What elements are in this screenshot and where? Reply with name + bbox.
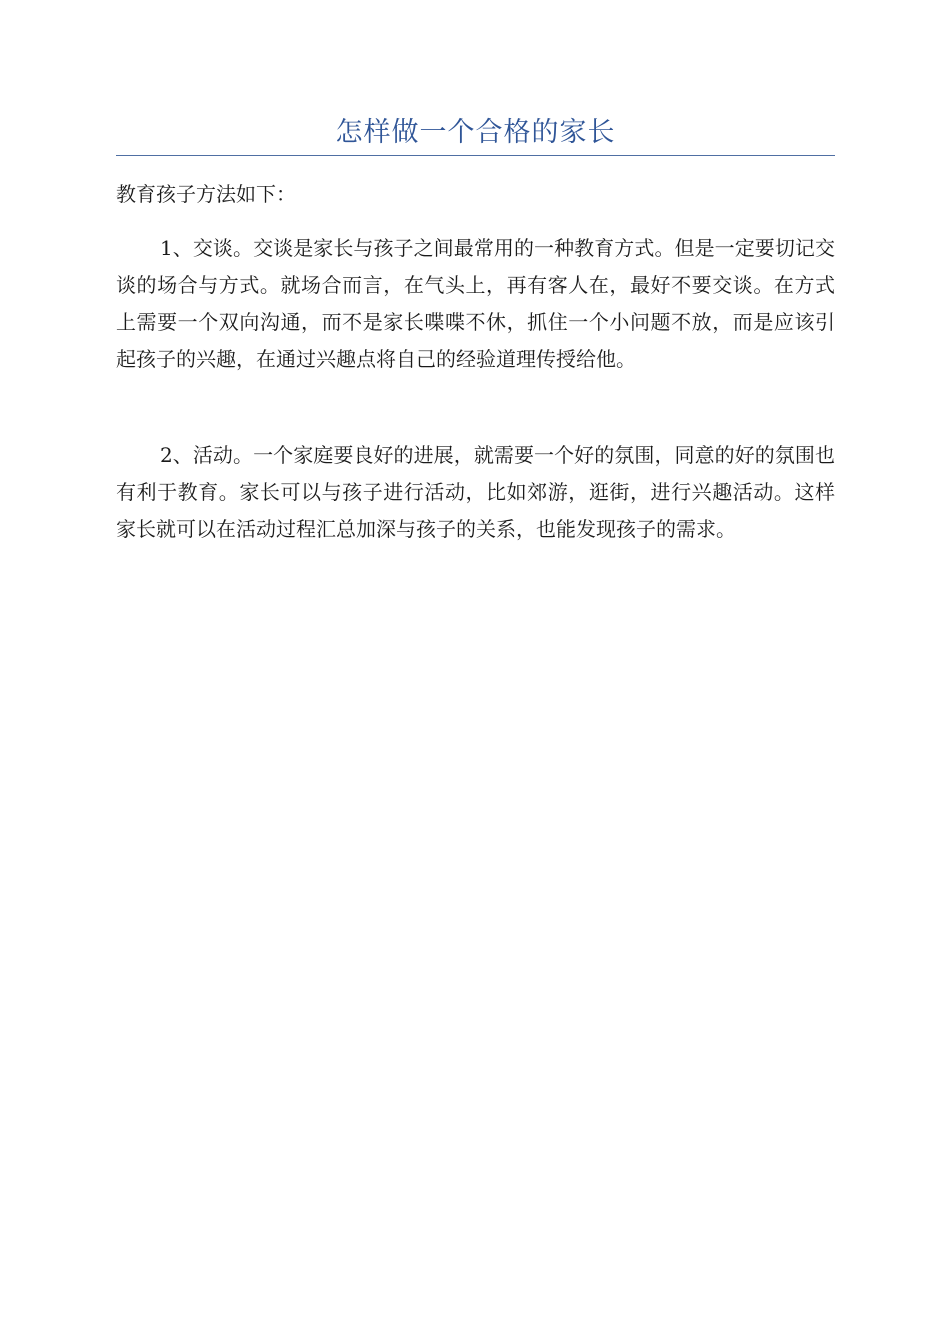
title-block: [116, 112, 835, 156]
intro-text: 教育孩子方法如下：: [116, 182, 296, 206]
paragraph-activity: 2、活动。一个家庭要良好的进展，就需要一个好的氛围，同意的好的氛围也有利于教育。家长可以与孩子进行活动，比如郊游，逛街，进行兴趣活动。这样家长就可以在活动过程汇总加深与孩子的关系，也能发现孩子的需求。: [116, 443, 835, 541]
paragraph-talk: 1、交谈。交谈是家长与孩子之间最常用的一种教育方式。但是一定要切记交谈的场合与方式。就场合而言，在气头上，再有客人在，最好不要交谈。在方式上需要一个双向沟通，而不是家长喋喋不休，抓住一个小问题不放，而是应该引起孩子的兴趣，在通过兴趣点将自己的经验道理传授给他。: [116, 236, 835, 371]
document-title: 怎样做一个合格的家长: [335, 117, 616, 148]
